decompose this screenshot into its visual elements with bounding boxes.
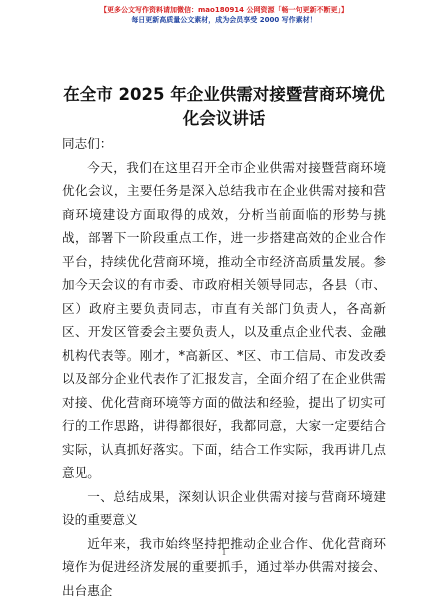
page-number: 1	[0, 548, 448, 557]
document-body	[62, 132, 386, 602]
promo-banner-line1: 【更多公文写作资料请加微信：mao180914 公网资源「畅一句更新不断更」】	[0, 5, 448, 15]
body-paragraph-2: 近年来，我市始终坚持把推动企业合作、优化营商环境作为促进经济发展的重要抓手，通过举办供需对接会、出台惠企	[62, 532, 386, 602]
promo-banner-line2: 每日更新高质量公文素材，成为会员享受 2000 写作素材！	[0, 15, 448, 25]
salutation: 同志们：	[62, 132, 386, 156]
body-paragraph-1: 今天，我们在这里召开全市企业供需对接暨营商环境优化会议，主要任务是深入总结我市在企业供需对接和营商环境建设方面取得的成效，分析当前面临的形势与挑战，部署下一阶段重点工作，进一步搭建高效的企业合作平台，持续优化营商环境，推动全市经济高质量发展。参加今天会议的有市委、市政府相关领导同志，各县（市、区）政府主要负责同志，市直有关部门负责人，各高新区、开发区管委会主要负责人，以及重点企业代表、金融机构代表等。刚才，*高新区、*区、市工信局、市发改委以及部分企业代表作了汇报发言，全面介绍了在企业供需对接、优化营商环境等方面的做法和经验，提出了切实可行的工作思路，讲得都很好，我都同意，大家一定要结合实际，认真抓好落实。下面，结合工作实际，我再讲几点意见。	[62, 156, 386, 485]
section-heading-1: 一、总结成果，深刻认识企业供需对接与营商环境建设的重要意义	[62, 485, 386, 532]
promo-banner	[0, 5, 448, 25]
document-title: 在全市 2025 年企业供需对接暨营商环境优化会议讲话	[60, 83, 388, 131]
